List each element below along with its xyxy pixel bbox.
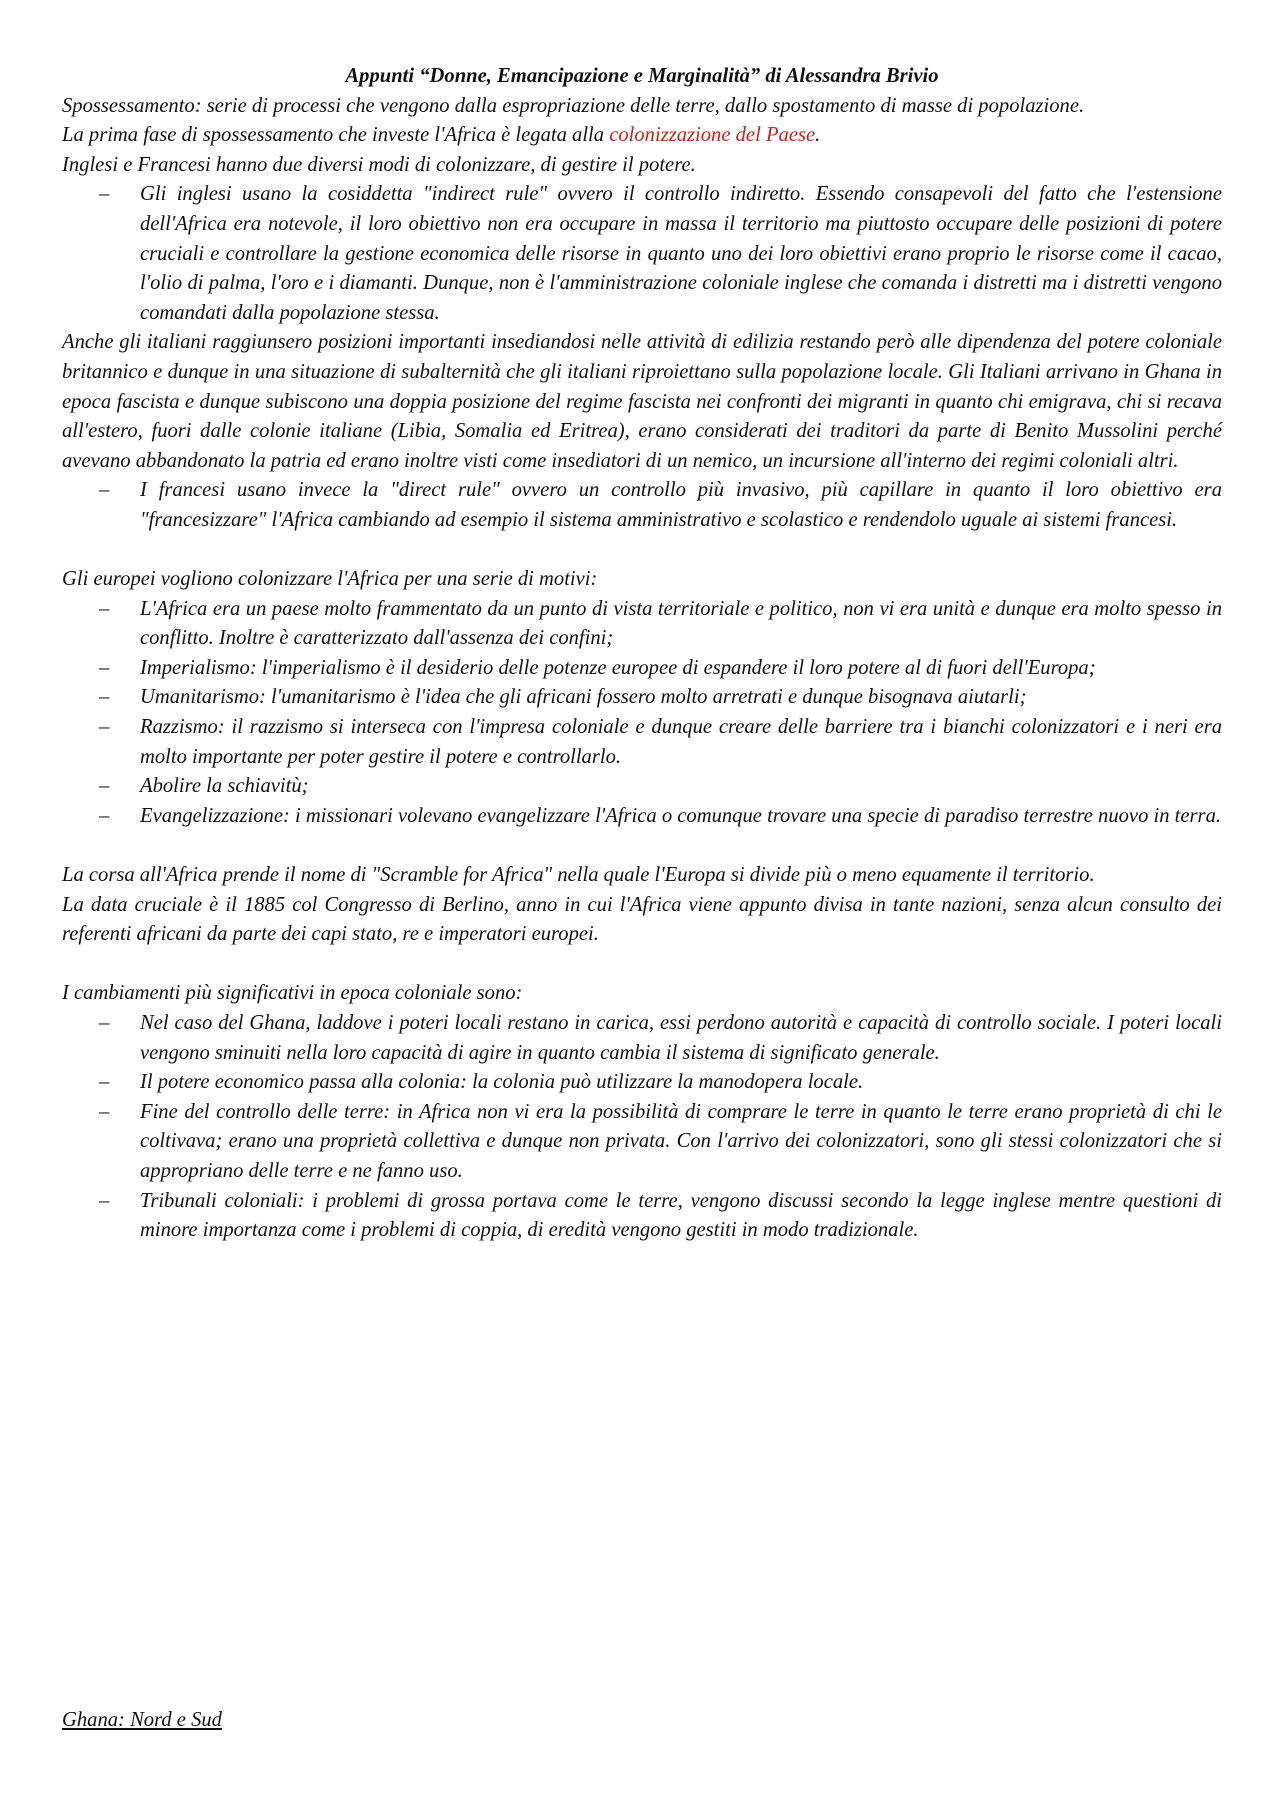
paragraph-spossessamento: Spossessamento: serie di processi che vengono dalla espropriazione delle terre, dallo spostamento di masse di popolazione. <box>62 94 1085 117</box>
list-item-text: Abolire la schiavitù; <box>140 775 309 798</box>
list-item <box>62 802 1222 832</box>
highlighted-link-colonizzazione: colonizzazione del Paese <box>609 124 816 147</box>
list-item <box>62 1098 1222 1187</box>
list-item <box>62 683 1222 713</box>
bullet-dash-icon: – <box>99 1071 110 1094</box>
list-item-text: Tribunali coloniali: i problemi di grossa portava come le terre, vengono discussi secondo la legge inglese mentre questioni di minore importanza come i problemi di coppia, di eredità vengono gestiti in modo tradizionale. <box>140 1189 1222 1242</box>
paragraph-scramble: La corsa all'Africa prende il nome di "Scramble for Africa" nella quale l'Europa si divide più o meno equamente il territorio. <box>62 864 1095 887</box>
bullet-dash-icon: – <box>99 1012 110 1034</box>
list-item <box>62 1009 1222 1068</box>
list-item <box>62 713 1222 772</box>
rule-list-indirect <box>62 180 1222 328</box>
paragraph-prima-fase <box>62 121 1222 151</box>
spacer <box>62 536 1222 566</box>
list-item <box>62 772 1222 802</box>
rule-list-direct <box>62 476 1222 535</box>
paragraph-prima-fase-text: La prima fase di spossessamento che investe l'Africa è legata alla <box>62 124 610 147</box>
list-item <box>62 1187 1222 1246</box>
paragraph-berlino: La data cruciale è il 1885 col Congresso di Berlino, anno in cui l'Africa viene appunto divisa in tante nazioni, senza alcun consulto dei referenti africani da parte dei capi stato, re e imperatori europei. <box>62 893 1222 946</box>
bullet-dash-icon: – <box>99 1100 110 1123</box>
bullet-dash-icon: – <box>99 656 110 679</box>
paragraph-cambiamenti: I cambiamenti più significativi in epoca coloniale sono: <box>62 982 523 1005</box>
changes-list <box>62 1009 1222 1246</box>
motives-list <box>62 595 1222 832</box>
bullet-dash-icon: – <box>99 716 110 739</box>
bullet-dash-icon: – <box>99 479 110 502</box>
list-item-text: Evangelizzazione: i missionari volevano evangelizzare l'Africa o comunque trovare una specie di paradiso terrestre nuovo in terra. <box>140 804 1222 827</box>
paragraph-motivi: Gli europei vogliono colonizzare l'Africa per una serie di motivi: <box>62 568 598 591</box>
list-item-text: Imperialismo: l'imperialismo è il desiderio delle potenze europee di espandere il loro potere al di fuori dell'Europa; <box>140 656 1096 679</box>
spacer <box>62 831 1222 861</box>
list-item <box>62 654 1222 684</box>
list-item <box>62 476 1222 535</box>
list-item-text: Fine del controllo delle terre: in Africa non vi era la possibilità di comprare le terre in quanto le terre erano proprietà di chi le coltivava; erano una proprietà collettiva e dunque non privata. Con l'arrivo dei colonizzatori, sono gli stessi colonizzatori che si appropriano delle terre e ne fanno uso. <box>140 1100 1222 1182</box>
document-body <box>62 62 1222 1246</box>
list-item <box>62 1068 1222 1098</box>
list-item-text: Umanitarismo: l'umanitarismo è l'idea che gli africani fossero molto arretrati e dunque bisognava aiutarli; <box>140 686 1027 709</box>
bullet-dash-icon: – <box>99 686 110 709</box>
list-item <box>62 180 1222 328</box>
bullet-dash-icon: – <box>99 597 110 620</box>
bullet-dash-icon: – <box>99 183 110 206</box>
section-heading: Ghana: Nord e Sud <box>62 1709 222 1731</box>
spacer <box>62 950 1222 980</box>
list-item-text: Il potere economico passa alla colonia: la colonia può utilizzare la manodopera locale. <box>140 1071 864 1094</box>
paragraph-italiani: Anche gli italiani raggiunsero posizioni importanti insediandosi nelle attività di edilizia restando però alle dipendenza del potere coloniale britannico e dunque in una situazione di subalternità che gli italiani riproiettano sulla popolazione locale. Gli Italiani arrivano in Ghana in epoca fascista e dunque subiscono una doppia posizione del regime fascista nei confronti dei migranti in quanto chi emigrava, chi si recava all'estero, fuori dalle colonie italiane (Libia, Somalia ed Eritrea), erano considerati dei traditori da parte di Benito Mussolini perché avevano abbandonato la patria ed erano inoltre visti come insediatori di un nemico, un incursione all'interno dei regimi coloniali altri. <box>62 331 1222 472</box>
document-title: Appunti “Donne, Emancipazione e Marginalità” di Alessandra Brivio <box>345 65 939 87</box>
list-item-text: L'Africa era un paese molto frammentato da un punto di vista territoriale e politico, non vi era unità e dunque era molto spesso in conflitto. Inoltre è caratterizzato dall'assenza dei confini; <box>140 597 1222 650</box>
bullet-dash-icon: – <box>99 804 110 827</box>
paragraph-prima-fase-end: . <box>815 124 821 147</box>
list-item-text: Razzismo: il razzismo si interseca con l'impresa coloniale e dunque creare delle barriere tra i bianchi colonizzatori e i neri era molto importante per poter gestire il potere e controllarlo. <box>140 716 1222 768</box>
list-item-text: Nel caso del Ghana, laddove i poteri locali restano in carica, essi perdono autorità e capacità di controllo sociale. I poteri locali vengono sminuiti nella loro capacità di agire in quanto cambia il sistema di significato generale. <box>140 1012 1222 1064</box>
list-item-text: I francesi usano invece la "direct rule" ovvero un controllo più invasivo, più capillare in quanto il loro obiettivo era "francesizzare" l'Africa cambiando ad esempio il sistema amministrativo e scolastico e rendendolo uguale ai sistemi francesi. <box>140 479 1222 531</box>
paragraph-inglesi-francesi: Inglesi e Francesi hanno due diversi modi di colonizzare, di gestire il potere. <box>62 153 696 176</box>
bullet-dash-icon: – <box>99 775 110 798</box>
bullet-dash-icon: – <box>99 1189 110 1212</box>
list-item <box>62 595 1222 654</box>
list-item-text: Gli inglesi usano la cosiddetta "indirect rule" ovvero il controllo indiretto. Essendo consapevoli del fatto che l'estensione dell'Africa era notevole, il loro obiettivo non era occupare in massa il territorio ma piuttosto occupare delle posizioni di potere cruciali e controllare la gestione economica delle risorse in quanto uno dei loro obiettivi erano proprio le risorse come il cacao, l'olio di palma, l'oro e i diamanti. Dunque, non è l'amministrazione coloniale inglese che comanda i distretti ma i distretti vengono comandati dalla popolazione stessa. <box>140 183 1222 324</box>
